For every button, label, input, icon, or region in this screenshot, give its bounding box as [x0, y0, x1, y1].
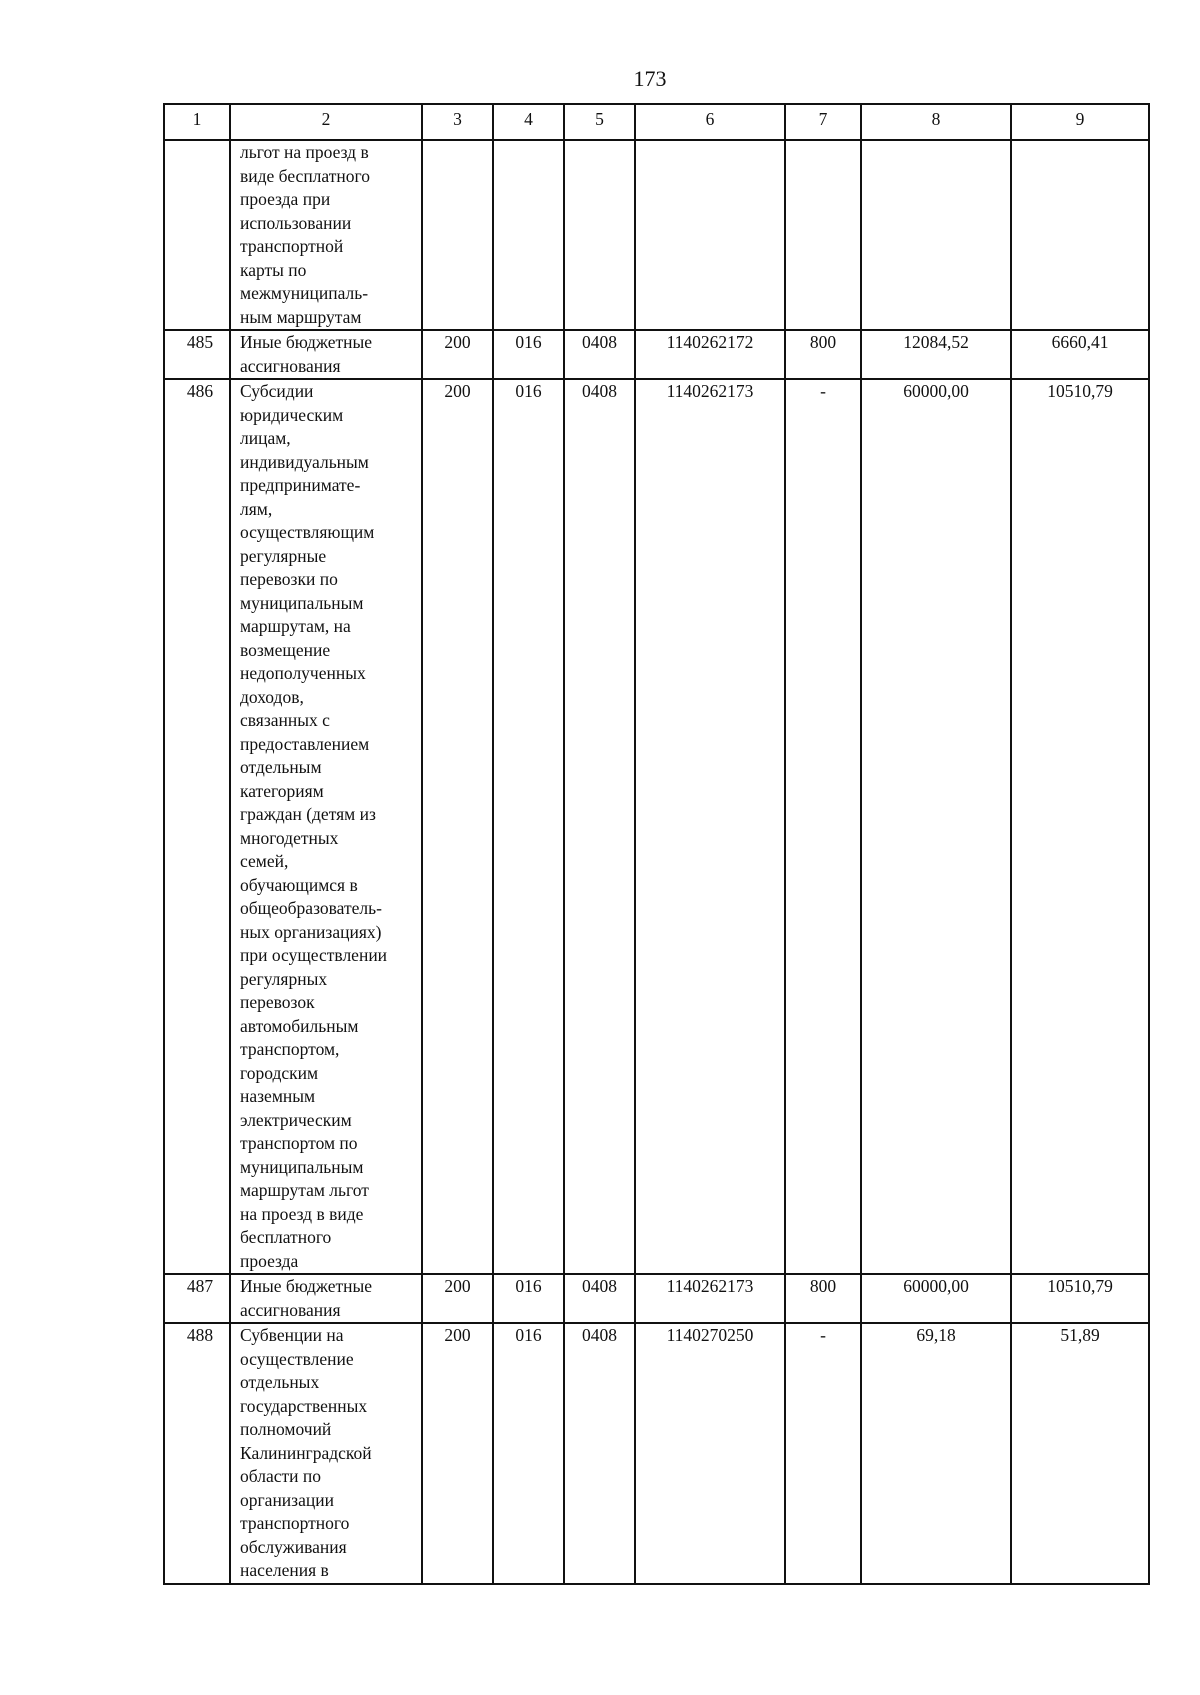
description-line: городским	[240, 1062, 319, 1083]
description-line: предоставлением	[240, 733, 370, 754]
description-line: маршрутам льгот	[240, 1180, 369, 1200]
description-line: муниципальным	[240, 1156, 364, 1177]
executed-amount-cell: 6660,41	[1011, 330, 1149, 379]
chapter-code-cell: 016	[493, 330, 564, 379]
expense-type-cell: 800	[785, 330, 861, 379]
description-line: доходов,	[240, 686, 304, 707]
header-row	[164, 104, 1149, 140]
description-line: ных организациях)	[240, 921, 382, 942]
admin-code-cell: 200	[422, 1323, 493, 1584]
description-line: юридическим	[240, 404, 344, 425]
expense-type-cell: 800	[785, 1274, 861, 1323]
description-line: регулярные	[240, 545, 327, 566]
description-line: осуществляющим	[240, 522, 375, 542]
description-line: области по	[240, 1466, 321, 1486]
chapter-code-cell: 016	[493, 1323, 564, 1584]
description-line: маршрутам, на	[240, 616, 351, 636]
description-line: отдельных	[240, 1372, 320, 1392]
description-line: карты по	[240, 259, 307, 280]
row-number-cell	[164, 140, 230, 330]
executed-amount-cell: 10510,79	[1011, 379, 1149, 1274]
description-line: перевозок	[240, 992, 315, 1012]
description-line: граждан (детям из	[240, 804, 376, 824]
description-line: Иные бюджетные	[240, 1276, 373, 1296]
description-line: бесплатного	[240, 1227, 332, 1247]
description-line: межмуниципаль-	[240, 283, 369, 303]
description-line: проезда при	[240, 189, 331, 209]
planned-amount-cell	[861, 140, 1011, 330]
planned-amount-cell: 12084,52	[861, 330, 1011, 379]
description-line: организации	[240, 1489, 334, 1510]
expense-type-cell: -	[785, 379, 861, 1274]
description-line: наземным	[240, 1086, 316, 1106]
description-line: при осуществлении	[240, 945, 388, 965]
admin-code-cell	[422, 140, 493, 330]
section-code-cell	[564, 140, 635, 330]
description-line: индивидуальным	[240, 451, 369, 472]
table-row	[164, 140, 1149, 330]
description-line: транспортного	[240, 1513, 350, 1533]
description-line: транспортом по	[240, 1133, 358, 1153]
description-line: семей,	[240, 851, 289, 871]
description-line: муниципальным	[240, 592, 364, 613]
admin-code-cell: 200	[422, 379, 493, 1274]
description-line: осуществление	[240, 1348, 354, 1369]
header-cell: 9	[1011, 104, 1149, 140]
executed-amount-cell: 51,89	[1011, 1323, 1149, 1584]
target-article-cell: 1140262173	[635, 379, 785, 1274]
description-cell	[230, 330, 422, 379]
description-line: Субсидии	[240, 381, 314, 401]
target-article-cell	[635, 140, 785, 330]
description-line: общеобразователь-	[240, 898, 382, 918]
description-line: проезда	[240, 1250, 299, 1271]
table-row	[164, 1323, 1149, 1584]
description-line: ассигнования	[240, 355, 341, 376]
expense-type-cell: -	[785, 1323, 861, 1584]
row-number-cell: 487	[164, 1274, 230, 1323]
header-cell: 1	[164, 104, 230, 140]
description-cell	[230, 379, 422, 1274]
row-number-cell: 488	[164, 1323, 230, 1584]
section-code-cell: 0408	[564, 1323, 635, 1584]
description-line: на проезд в виде	[240, 1203, 364, 1224]
planned-amount-cell: 69,18	[861, 1323, 1011, 1584]
chapter-code-cell: 016	[493, 1274, 564, 1323]
description-line: обслуживания	[240, 1536, 347, 1557]
table-row	[164, 379, 1149, 1274]
row-number-cell: 485	[164, 330, 230, 379]
budget-table	[163, 103, 1150, 1585]
executed-amount-cell: 10510,79	[1011, 1274, 1149, 1323]
table-body	[164, 140, 1149, 1584]
row-number-cell: 486	[164, 379, 230, 1274]
description-line: ным маршрутам	[240, 306, 362, 327]
page-number: 173	[633, 66, 667, 91]
section-code-cell: 0408	[564, 379, 635, 1274]
table-row	[164, 1274, 1149, 1323]
admin-code-cell: 200	[422, 330, 493, 379]
description-cell	[230, 140, 422, 330]
header-cell: 2	[230, 104, 422, 140]
description-line: связанных с	[240, 710, 330, 730]
description-line: перевозки по	[240, 569, 338, 589]
description-line: электрическим	[240, 1109, 352, 1130]
description-line: лицам,	[240, 428, 291, 448]
executed-amount-cell	[1011, 140, 1149, 330]
description-line: отдельным	[240, 757, 322, 777]
chapter-code-cell	[493, 140, 564, 330]
header-cell: 3	[422, 104, 493, 140]
description-cell	[230, 1323, 422, 1584]
description-line: регулярных	[240, 968, 328, 989]
description-line: категориям	[240, 780, 324, 801]
description-line: льгот на проезд в	[240, 142, 369, 162]
header-cell: 4	[493, 104, 564, 140]
table-row	[164, 330, 1149, 379]
header-cell: 6	[635, 104, 785, 140]
description-cell	[230, 1274, 422, 1323]
section-code-cell: 0408	[564, 1274, 635, 1323]
description-line: транспортом,	[240, 1039, 340, 1059]
description-line: недополученных	[240, 663, 366, 683]
planned-amount-cell: 60000,00	[861, 379, 1011, 1274]
description-line: виде бесплатного	[240, 165, 370, 186]
target-article-cell: 1140262173	[635, 1274, 785, 1323]
description-line: использовании	[240, 212, 352, 233]
header-cell: 7	[785, 104, 861, 140]
header-cell: 5	[564, 104, 635, 140]
description-line: многодетных	[240, 827, 339, 848]
description-line: населения в	[240, 1560, 329, 1580]
description-line: Иные бюджетные	[240, 332, 373, 352]
header-cell: 8	[861, 104, 1011, 140]
target-article-cell: 1140262172	[635, 330, 785, 379]
section-code-cell: 0408	[564, 330, 635, 379]
expense-type-cell	[785, 140, 861, 330]
planned-amount-cell: 60000,00	[861, 1274, 1011, 1323]
chapter-code-cell: 016	[493, 379, 564, 1274]
description-line: Калининградской	[240, 1442, 372, 1463]
admin-code-cell: 200	[422, 1274, 493, 1323]
description-line: государственных	[240, 1395, 368, 1416]
description-line: лям,	[240, 498, 273, 519]
description-line: автомобильным	[240, 1015, 359, 1036]
description-line: транспортной	[240, 236, 344, 256]
description-line: ассигнования	[240, 1299, 341, 1320]
description-line: полномочий	[240, 1419, 332, 1439]
description-line: предпринимате-	[240, 475, 361, 495]
description-line: Субвенции на	[240, 1325, 344, 1345]
description-line: возмещение	[240, 639, 331, 660]
target-article-cell: 1140270250	[635, 1323, 785, 1584]
description-line: обучающимся в	[240, 874, 358, 895]
